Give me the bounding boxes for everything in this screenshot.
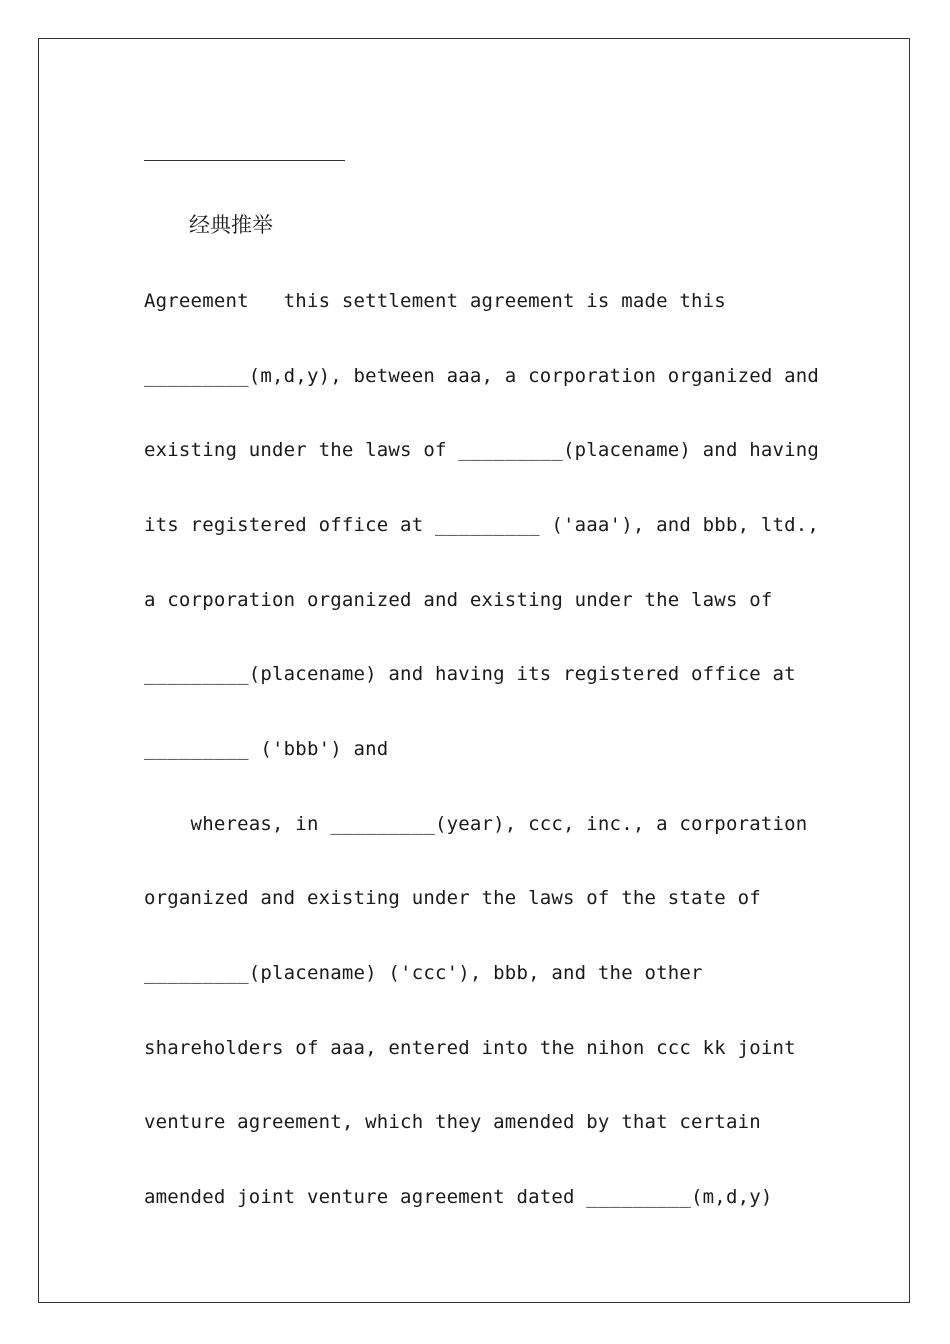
document-line: venture agreement, which they amended by that certain (144, 1111, 761, 1133)
top-rule-line (144, 160, 345, 161)
document-line: _________(placename) and having its registered office at (144, 663, 796, 685)
document-line: _________(m,d,y), between aaa, a corporation organized and (144, 365, 820, 387)
document-line: amended joint venture agreement dated _________(m,d,y) (144, 1186, 773, 1208)
document-line: _________ ('bbb') and (144, 738, 389, 760)
document-heading: 经典推举 (189, 213, 273, 237)
document-line: organized and existing under the laws of the state of (144, 887, 761, 909)
document-line: existing under the laws of _________(placename) and having (144, 439, 820, 461)
document-line: _________(placename) ('ccc'), bbb, and the other (144, 962, 703, 984)
document-line: a corporation organized and existing under the laws of (144, 589, 773, 611)
document-line: shareholders of aaa, entered into the nihon ccc kk joint (144, 1037, 796, 1059)
document-line: its registered office at _________ ('aaa'), and bbb, ltd., (144, 514, 820, 536)
document-line: Agreement this settlement agreement is made this (144, 290, 726, 312)
document-line: whereas, in _________(year), ccc, inc., a corporation (144, 813, 808, 835)
